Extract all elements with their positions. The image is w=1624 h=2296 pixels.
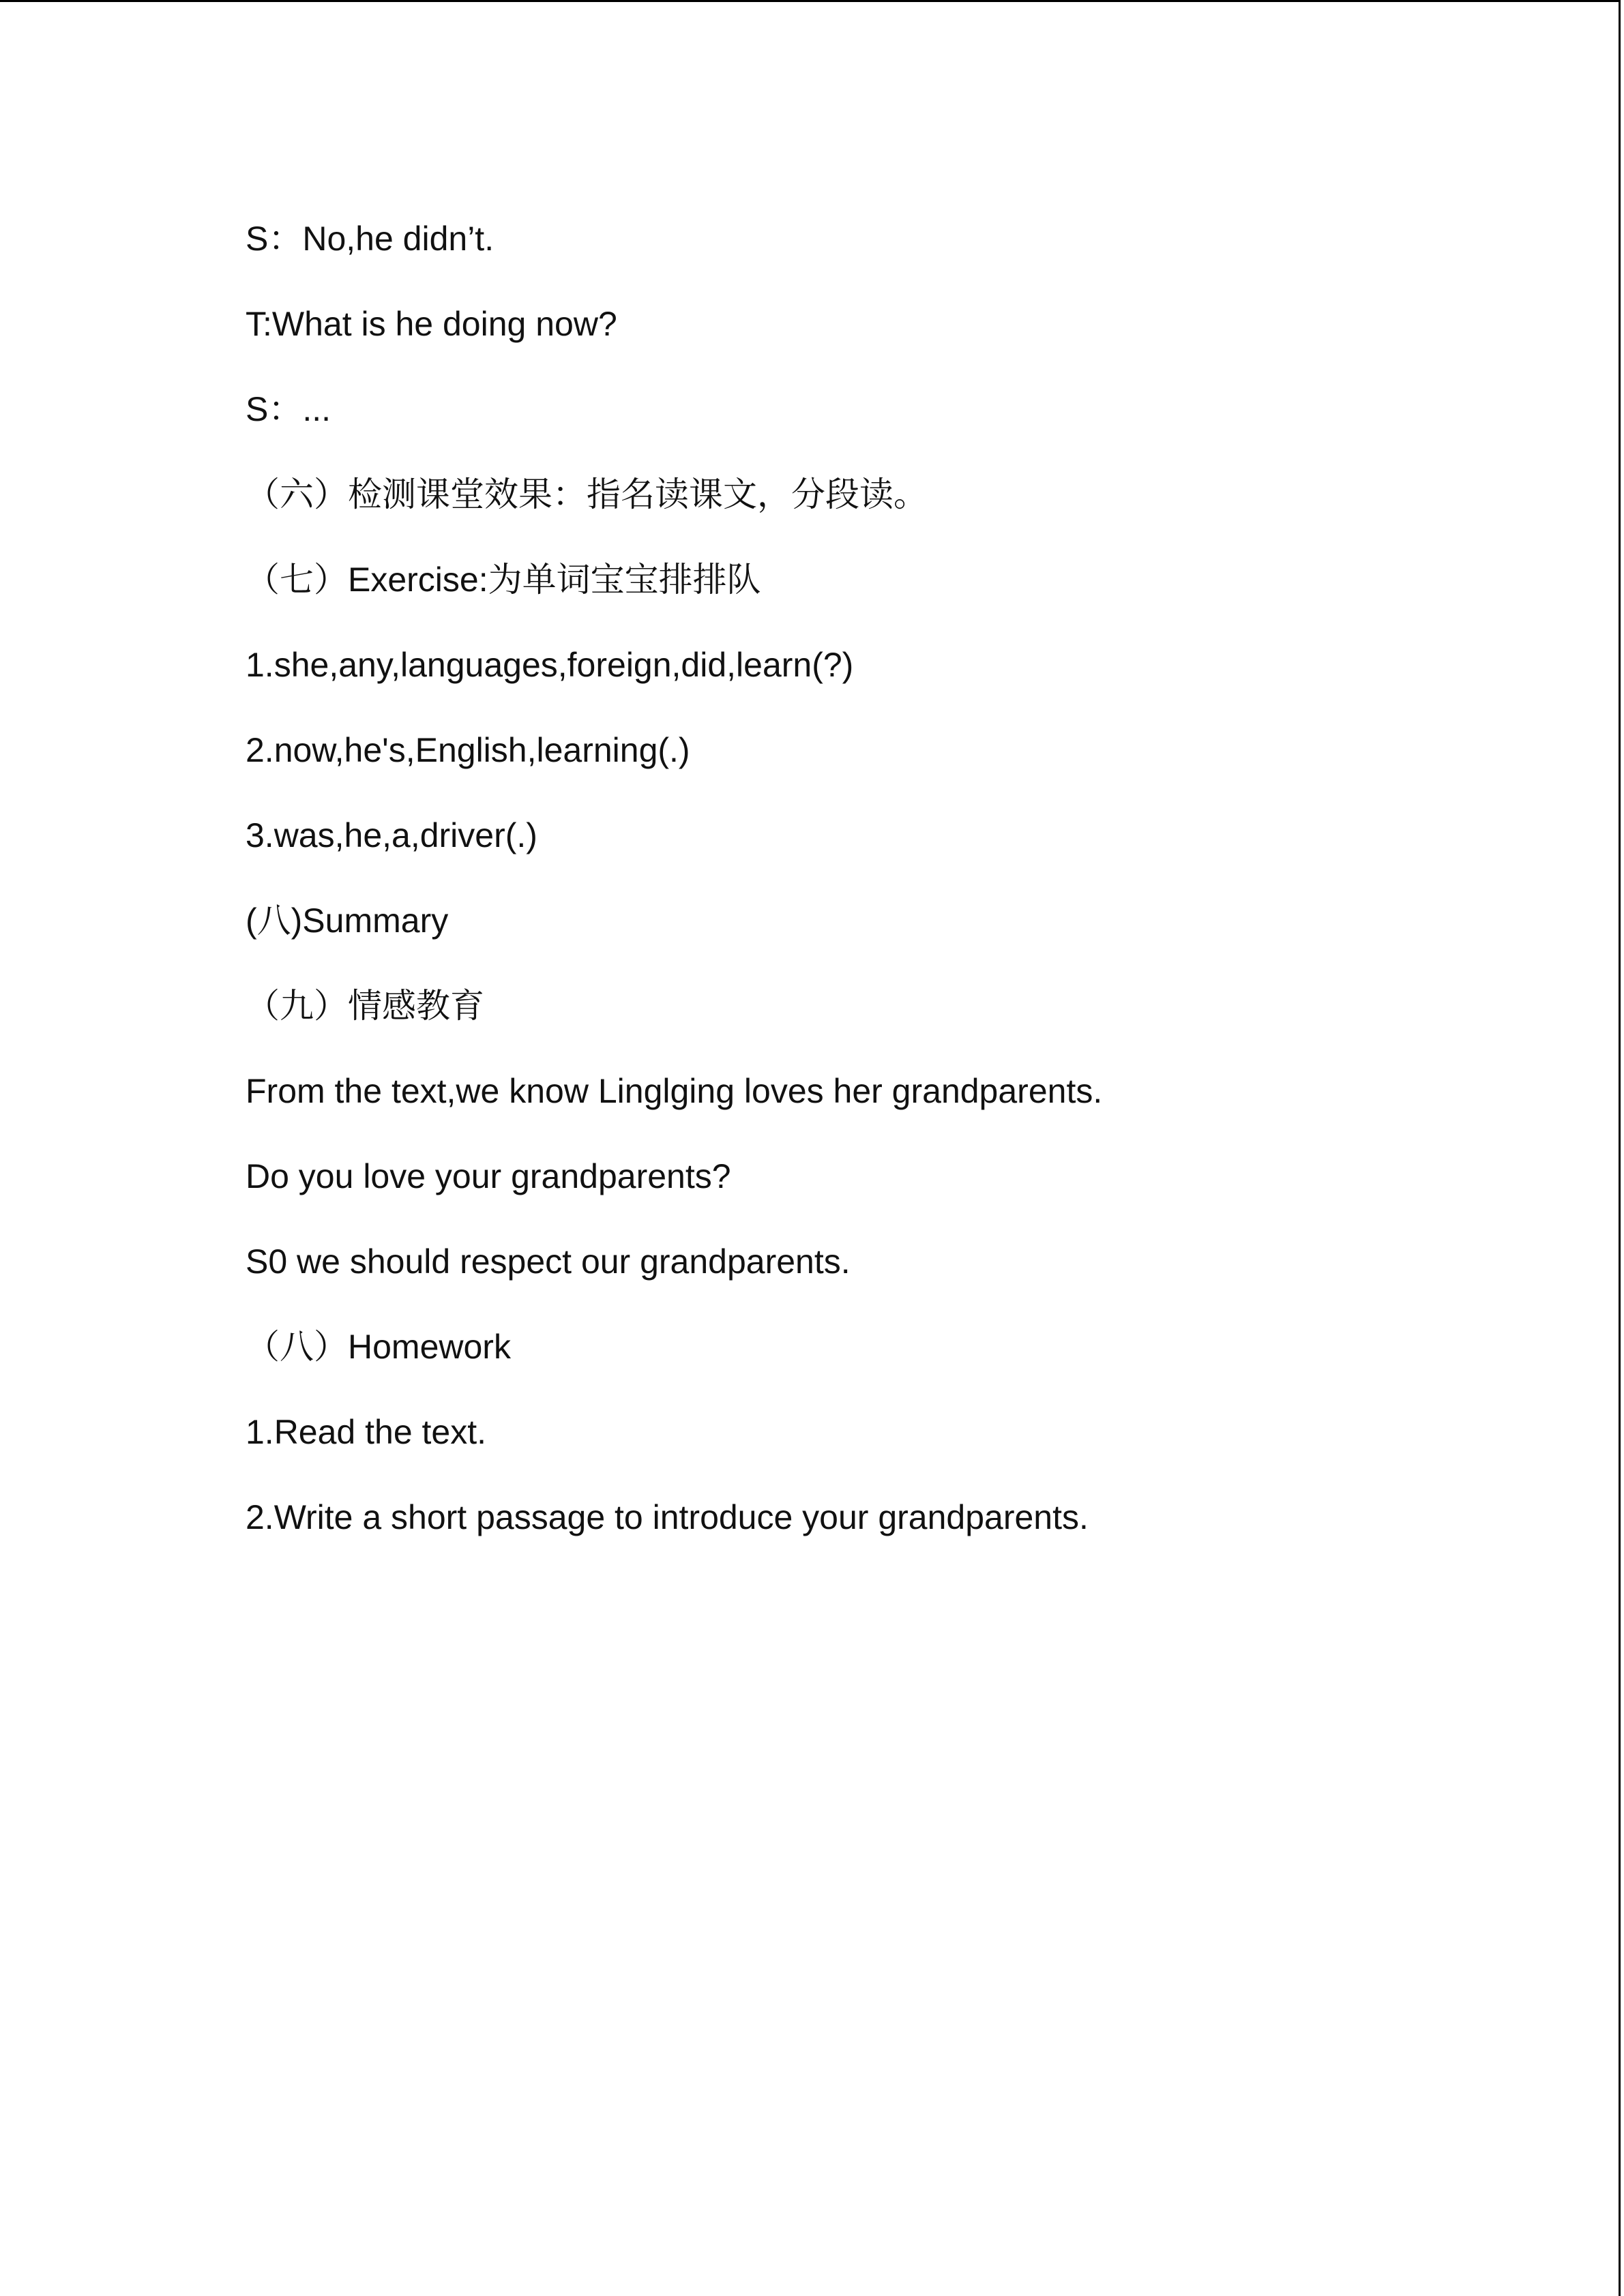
section-heading-homework: （八）Homework bbox=[246, 1328, 511, 1366]
exercise-item-3: 3.was,he,a,driver(.) bbox=[246, 816, 537, 854]
section-heading-summary: (八)Summary bbox=[246, 901, 449, 940]
section-heading-9: （九）情感教育 bbox=[246, 987, 484, 1025]
exercise-item-2: 2.now,he's,English,learning(.) bbox=[246, 731, 690, 769]
paragraph-line: S0 we should respect our grandparents. bbox=[246, 1242, 851, 1281]
dialogue-student-answer: S：No,he didn’t. bbox=[246, 220, 494, 258]
paragraph-line: Do you love your grandparents? bbox=[246, 1157, 731, 1195]
section-heading-6: （六）检测课堂效果：指名读课文，分段读。 bbox=[246, 475, 928, 513]
paragraph-line: From the text,we know Linglging loves her grandparents. bbox=[246, 1072, 1103, 1110]
exercise-item-1: 1.she,any,languages,foreign,did,learn(?) bbox=[246, 646, 854, 684]
homework-item-1: 1.Read the text. bbox=[246, 1413, 487, 1451]
dialogue-teacher-question: T:What is he doing now? bbox=[246, 305, 617, 343]
section-heading-7-exercise: （七）Exercise:为单词宝宝排排队 bbox=[246, 561, 761, 599]
homework-item-2: 2.Write a short passage to introduce your grandparents. bbox=[246, 1498, 1089, 1536]
dialogue-student-reply: S：... bbox=[246, 390, 331, 428]
